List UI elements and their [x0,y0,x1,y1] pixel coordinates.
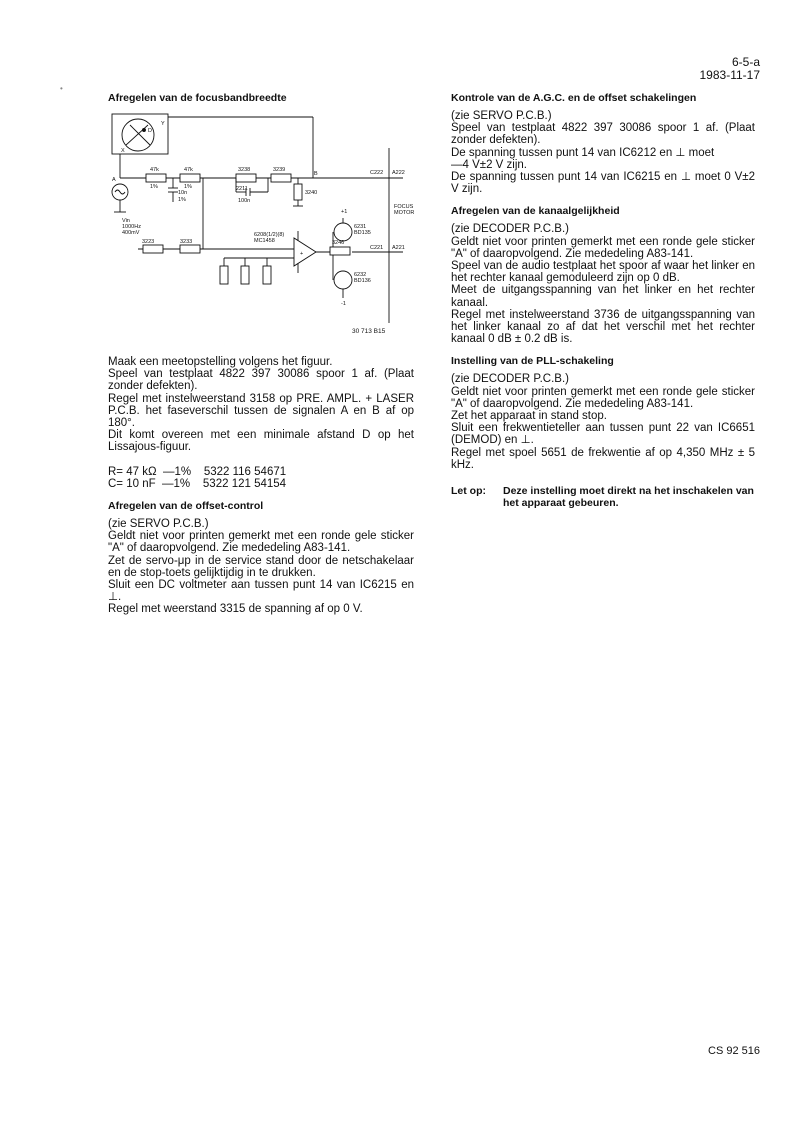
svg-text:BD135: BD135 [354,230,371,236]
agc-paragraph: (zie SERVO P.C.B.) Speel van testplaat 4822 397 30086 spoor 1 af. (Plaat zonder defekten). De spanning tussen punt 14 van IC6212 en ⊥ moet —4 V±2 V zijn. De spanning tussen punt 14 van IC6215 en ⊥ moet 0 V±2 V zijn. [451,110,755,196]
svg-text:3238: 3238 [238,167,251,173]
svg-text:B: B [314,171,318,177]
pll-paragraph: (zie DECODER P.C.B.) Geldt niet voor printen gemerkt met een ronde gele sticker "A" of daaropvolgend. Zie mededeling A83-141. Zet het apparaat in stand stop. Sluit een frekwentieteller aan tussen punt 22 van IC6651 (DEMOD) en ⊥. Regel met spoel 5651 de frekwentie af op 4,350 MHz ± 5 kHz. [451,373,755,471]
svg-text:C221: C221 [370,245,384,251]
svg-text:+: + [300,251,304,257]
svg-text:A222: A222 [392,170,405,176]
svg-text:3240: 3240 [305,190,318,196]
svg-text:3223: 3223 [142,239,155,245]
svg-text:400mV: 400mV [122,230,140,236]
svg-text:10n: 10n [178,190,188,196]
svg-text:2211: 2211 [236,186,248,192]
focus-paragraph: Maak een meetopstelling volgens het figuur. Speel van testplaat 4822 397 30086 spoor 1 af. (Plaat zonder defekten). Regel met instelweerstand 3158 op PRE. AMPL. + LASER P.C.B. het faseverschil tussen de signalen A en B af op 180°. Dit komt overeen met een minimale afstand D op het Lissajous-figuur. [108,356,414,454]
note-label: Let op: [451,485,486,498]
svg-text:Y: Y [161,121,165,127]
note-block [451,485,755,509]
svg-text:6232: 6232 [354,272,367,278]
page-header [700,56,761,82]
svg-text:MC1458: MC1458 [254,238,275,244]
scan-dot: • [60,84,63,93]
svg-text:1000Hz: 1000Hz [122,224,141,230]
svg-text:+1: +1 [341,209,348,215]
svg-text:6231: 6231 [354,224,367,230]
svg-text:A221: A221 [392,245,405,251]
pll-title: Instelling van de PLL-schakeling [451,355,614,368]
svg-text:1%: 1% [150,184,158,190]
svg-text:3233: 3233 [180,239,193,245]
offset-control-title: Afregelen van de offset-control [108,500,264,513]
left-column [108,92,414,616]
channel-paragraph: (zie DECODER P.C.B.) Geldt niet voor printen gemerkt met een ronde gele sticker "A" of daaropvolgend. Zie mededeling A83-141. Speel van de audio testplaat het spoor af waar het linker en het rechter kanaal gemoduleerd zijn op 0 dB. Meet de uitgangsspanning van het linker en het rechter kanaal. Regel met instelweerstand 3736 de uitgangsspanning van het linker kanaal zo af dat het verschil met het rechter kanaal 0 dB ± 0.2 dB is. [451,223,755,346]
svg-text:X: X [121,148,125,154]
right-column [451,92,755,509]
focus-title: Afregelen van de focusbandbreedte [108,92,287,104]
page-date: 1983-11-17 [699,68,760,82]
svg-text:FOCUS: FOCUS [394,204,414,210]
resistor-line: R= 47 kΩ —1% 5322 116 54671 [108,465,287,478]
svg-text:3239: 3239 [273,167,286,173]
svg-text:6208(1/2)(8): 6208(1/2)(8) [254,232,285,238]
svg-text:-1: -1 [341,301,346,307]
svg-text:MOTOR: MOTOR [394,210,415,216]
note-text: Deze instelling moet direkt na het inschakelen van het apparaat gebeuren. [503,485,754,510]
channel-title: Afregelen van de kanaalgelijkheid [451,205,620,218]
svg-text:D: D [148,128,152,134]
offset-control-paragraph: (zie SERVO P.C.B.) Geldt niet voor printen gemerkt met een ronde gele sticker "A" of daaropvolgend. Zie mededeling A83-141. Zet de servo-μp in de service stand door de netschakelaar en de stop-toets gelijktijdig in te drukken. Sluit een DC voltmeter aan tussen punt 14 van IC6215 en ⊥. Regel met weerstand 3315 de spanning af op 0 V. [108,518,414,616]
diagram-spacer [108,110,414,356]
footer-code: CS 92 516 [708,1045,760,1057]
svg-text:1%: 1% [184,184,192,190]
svg-text:100n: 100n [238,198,251,204]
svg-text:3246: 3246 [332,240,345,246]
svg-text:Vin: Vin [122,218,130,224]
svg-text:BD136: BD136 [354,278,371,284]
svg-text:C222: C222 [370,170,384,176]
svg-text:47k: 47k [150,167,159,173]
svg-text:A: A [112,177,116,183]
svg-text:47k: 47k [184,167,193,173]
figure-number: 30 713 B15 [352,328,386,335]
agc-title: Kontrole van de A.G.C. en de offset schakelingen [451,92,697,104]
capacitor-line: C= 10 nF —1% 5322 121 54154 [108,477,287,490]
page-number: 6-5-a [731,55,760,69]
svg-text:1%: 1% [178,197,186,203]
